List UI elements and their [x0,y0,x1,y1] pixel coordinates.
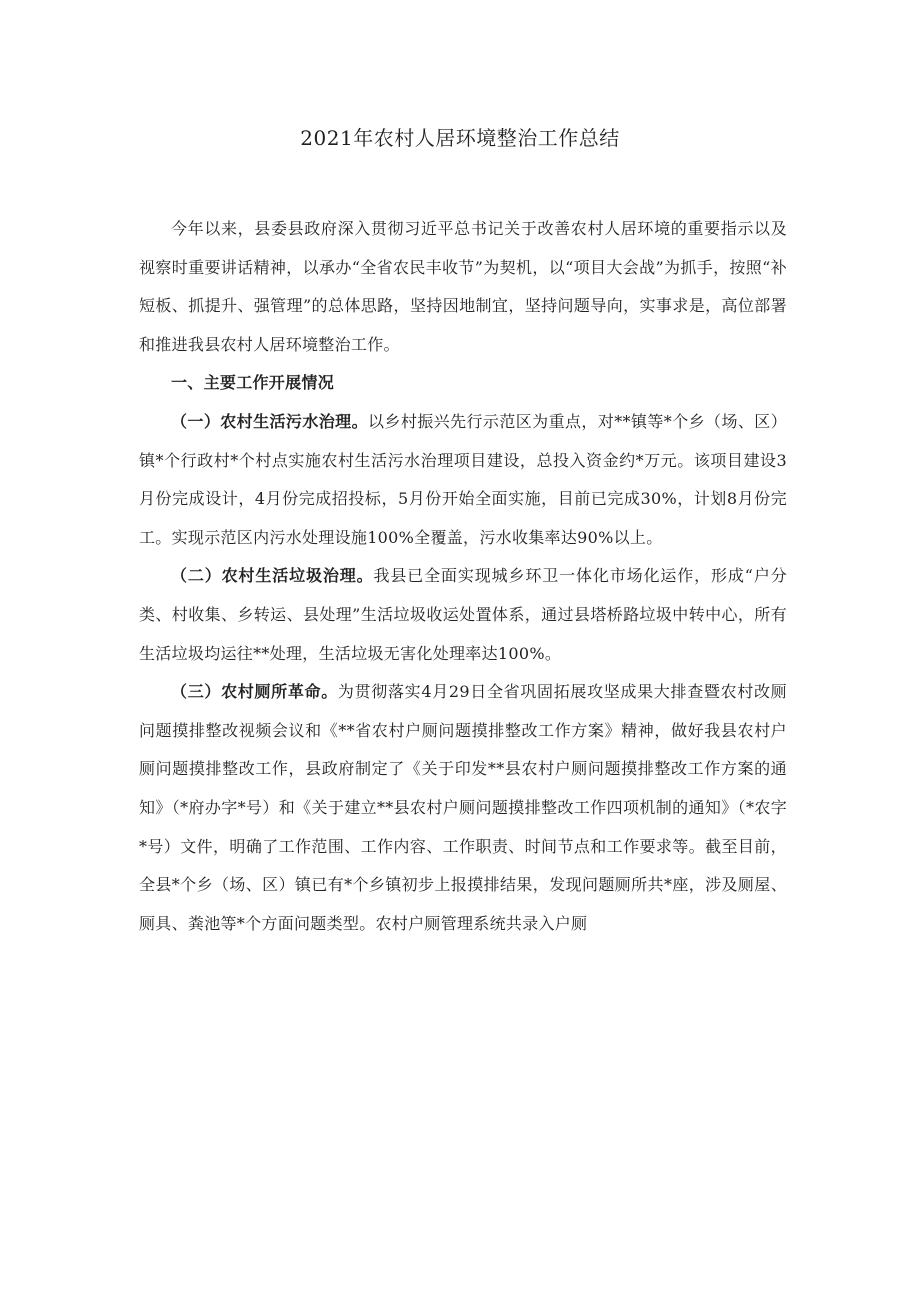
document-title: 2021年农村人居环境整治工作总结 [300,126,620,150]
item-text: 为贯彻落实4月29日全省巩固拓展攻坚成果大排查暨农村改厕问题摸排整改视频会议和《**省农村户厕问题摸排整改工作方案》精神，做好我县农村户厕问题摸排整改工作，县政府制定了《关于印发**县农村户厕问题摸排整改工作方案的通知》（*府办字*号）和《关于建立**县农村户厕问题摸排整改工作四项机制的通知》（*农字*号）文件，明确了工作范围、工作内容、工作职责、时间节点和工作要求等。截至目前，全县*个乡（场、区）镇已有*个乡镇初步上报摸排结果，发现问题厕所共*座，涉及厕屋、厕具、粪池等*个方面问题类型。农村户厕管理系统共录入户厕 [139,682,787,933]
document-body [139,210,787,943]
section-heading: 一、主要工作开展情况 [171,373,335,393]
paragraph-toilet-revolution [139,673,787,943]
paragraph-sewage-treatment [139,403,787,557]
item-text: 以乡村振兴先行示范区为重点，对**镇等*个乡（场、区）镇*个行政村*个村点实施农村生活污水治理项目建设，总投入资金约*万元。该项目建设3月份完成设计，4月份完成招投标，5月份开始全面实施，目前已完成30%，计划8月份完工。实现示范区内污水处理设施100%全覆盖，污水收集率达90%以上。 [139,411,787,547]
paragraph-garbage-treatment [139,557,787,673]
item-lead: （三）农村厕所革命。 [171,682,338,702]
item-lead: （一）农村生活污水治理。 [171,411,368,431]
intro-paragraph: 今年以来，县委县政府深入贯彻习近平总书记关于改善农村人居环境的重要指示以及视察时重要讲话精神，以承办“全省农民丰收节”为契机，以“项目大会战”为抓手，按照“补短板、抓提升、强管理”的总体思路，坚持因地制宜，坚持问题导向，实事求是，高位部署和推进我县农村人居环境整治工作。 [139,219,787,354]
item-lead: （二）农村生活垃圾治理。 [171,566,374,586]
item-text: 我县已全面实现城乡环卫一体化市场化运作，形成“户分类、村收集、乡转运、县处理”生活垃圾收运处置体系，通过县塔桥路垃圾中转中心，所有生活垃圾均运往**处理，生活垃圾无害化处理率达100%。 [139,566,787,663]
